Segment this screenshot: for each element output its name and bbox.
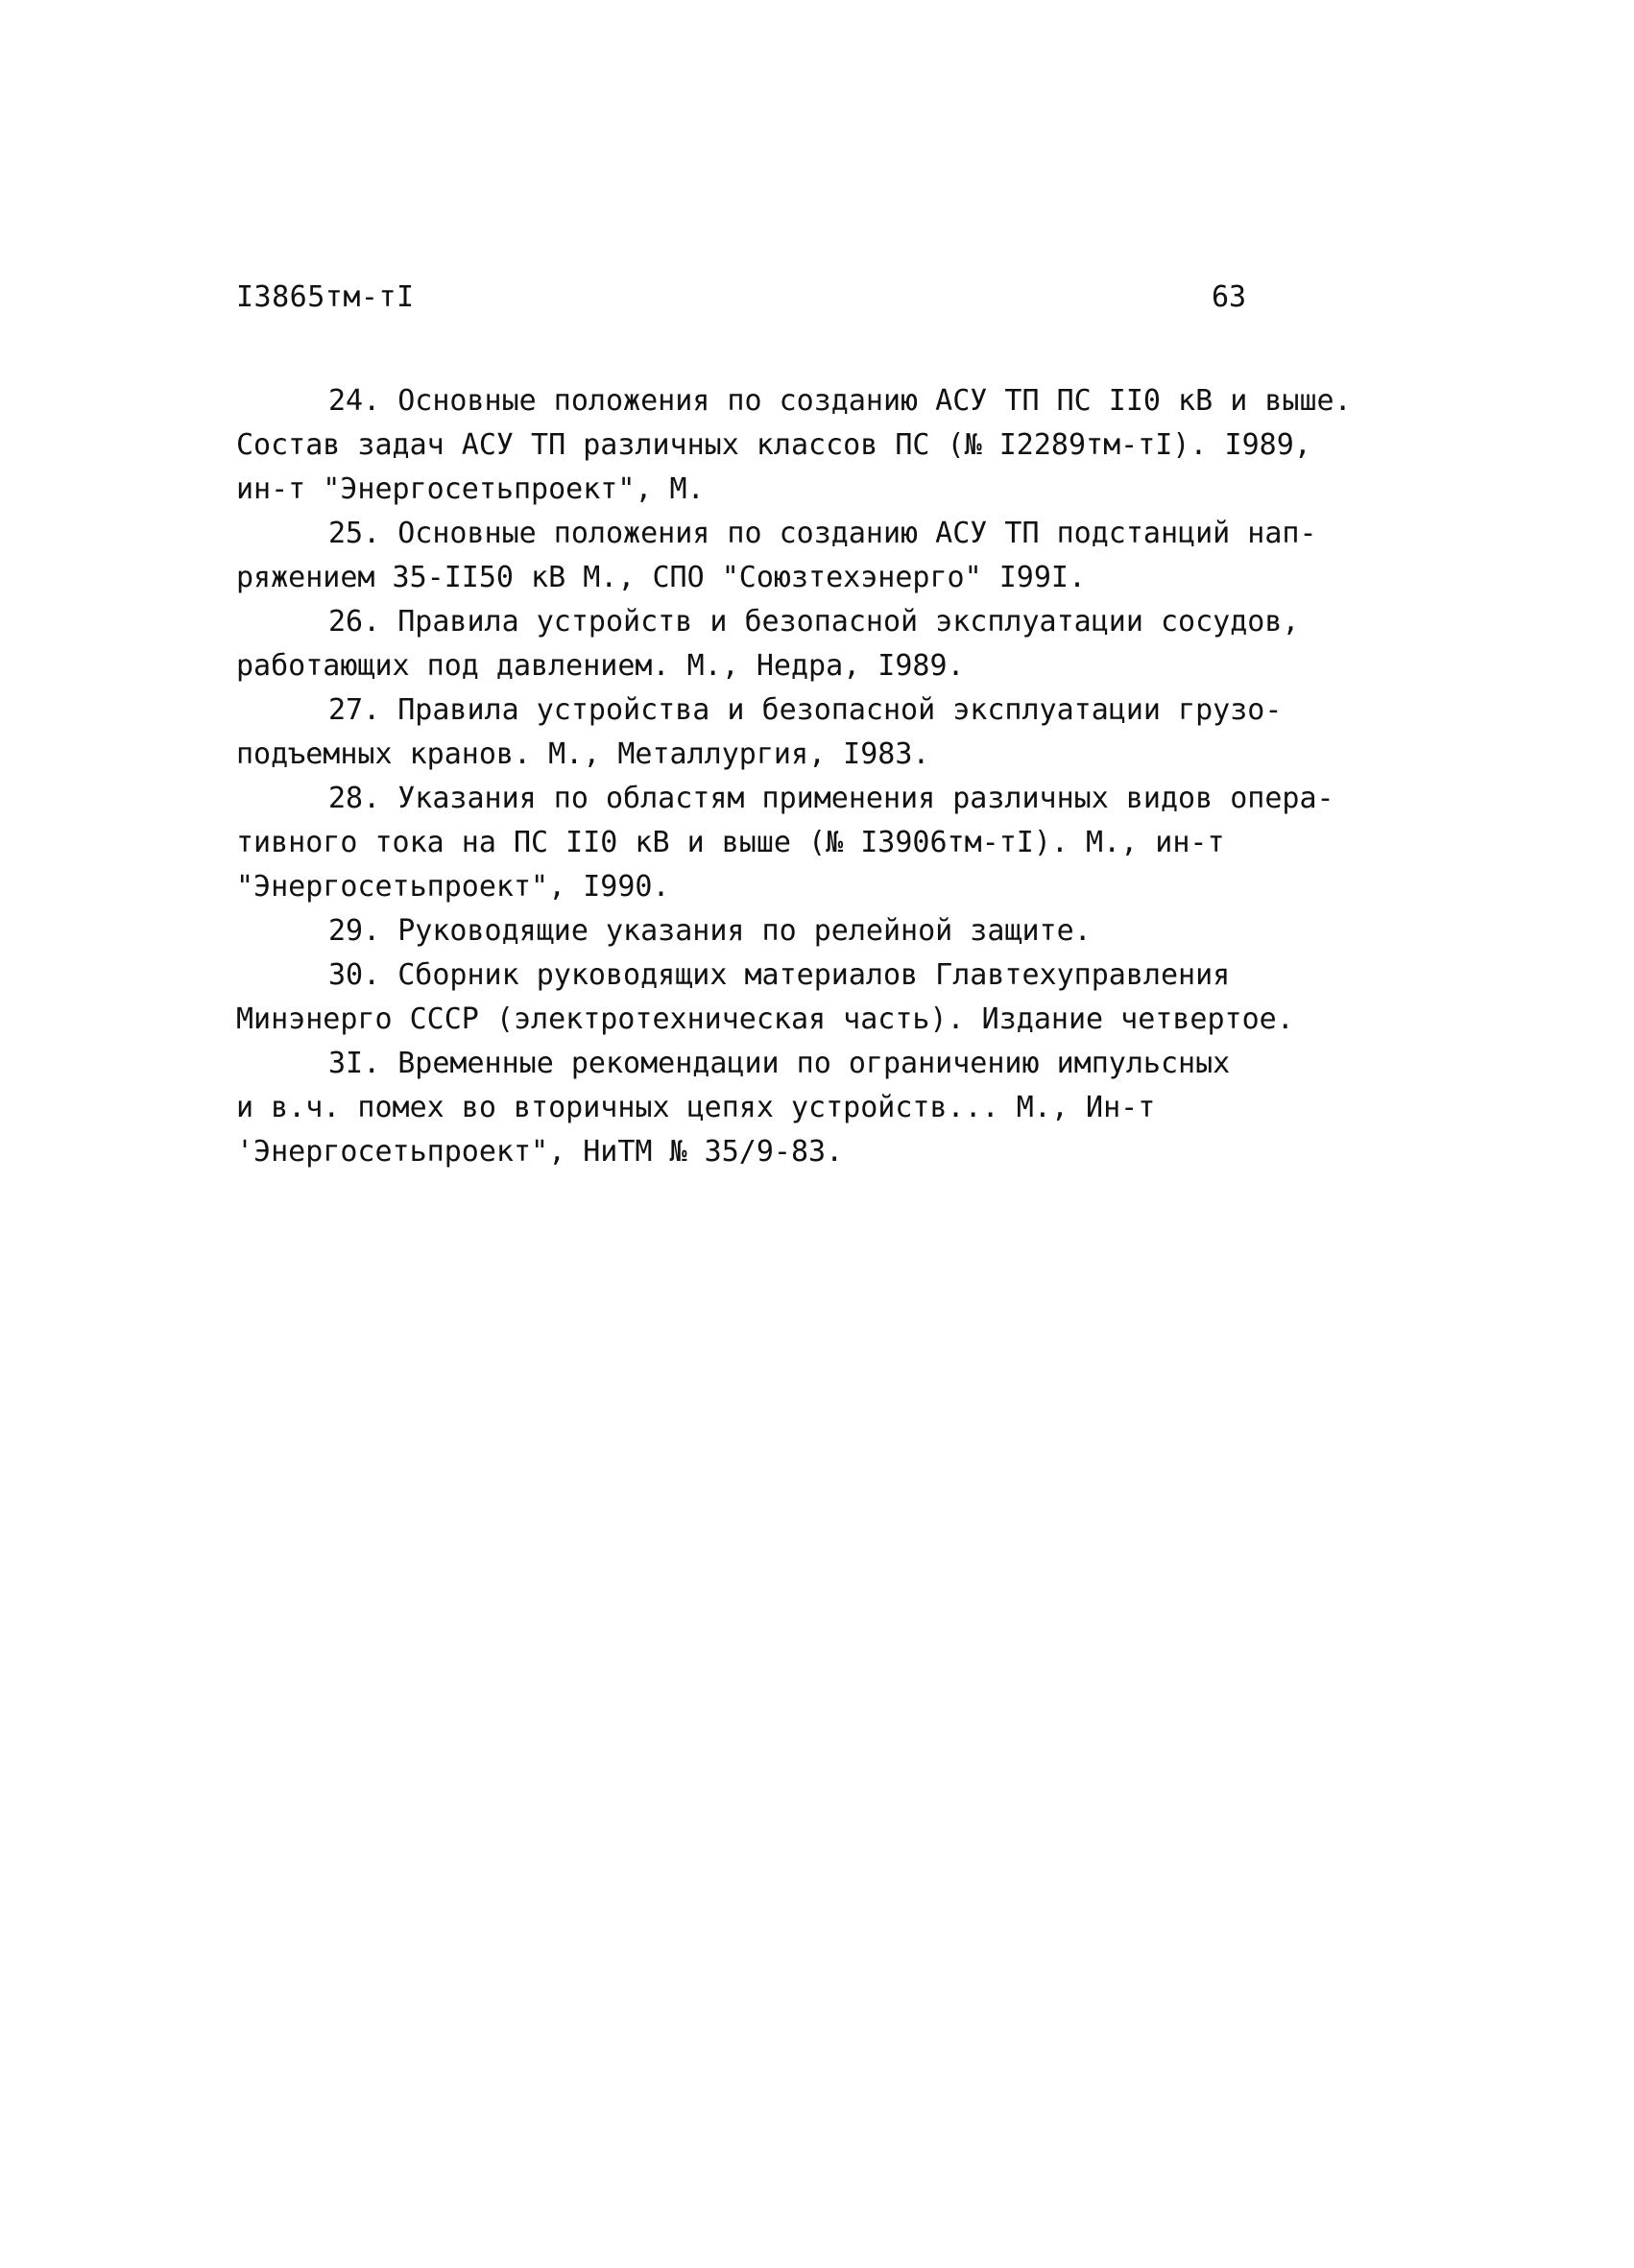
reference-line: Минэнерго СССР (электротехническая часть). Издание четвертое. [236,1002,1294,1036]
reference-item-25 [236,512,1398,600]
reference-line: и в.ч. помех во вторичных цепях устройств... М., Ин-т [236,1091,1156,1124]
reference-item-24 [236,379,1398,512]
reference-item-26 [236,600,1398,688]
reference-line: подъемных кранов. М., Металлургия, I983. [236,737,930,771]
reference-line: тивного тока на ПС II0 кВ и выше (№ I3906тм-тI). М., ин-т [236,826,1225,859]
reference-line: ин-т "Энергосетьпроект", М. [236,472,705,506]
reference-item-27 [236,688,1398,777]
reference-line: 27. Правила устройства и безопасной эксплуатации грузо- [328,693,1283,727]
reference-line: Состав задач АСУ ТП различных классов ПС (№ I2289тм-тI). I989, [236,428,1311,462]
reference-list [236,379,1398,1174]
reference-line: 29. Руководящие указания по релейной защите. [328,914,1092,948]
reference-line: 'Энергосетьпроект", НиТМ № 35/9-83. [236,1135,844,1169]
reference-item-29 [236,909,1398,953]
document-code: I3865тм-тI [236,280,415,314]
reference-line: 25. Основные положения по созданию АСУ ТП подстанций нап- [328,517,1317,550]
reference-line: 30. Сборник руководящих материалов Главтехуправления [328,958,1231,992]
reference-line: "Энергосетьпроект", I990. [236,870,670,904]
reference-line: 3I. Временные рекомендации по ограничению импульсных [328,1047,1231,1080]
page-number: 63 [1212,280,1247,314]
reference-line: работающих под давлением. М., Недра, I989. [236,649,965,683]
reference-item-28 [236,777,1398,909]
reference-line: 28. Указания по областям применения различных видов опера- [328,782,1334,815]
reference-item-31 [236,1042,1398,1174]
reference-line: 24. Основные положения по созданию АСУ ТП ПС II0 кВ и выше. [328,384,1352,418]
reference-item-30 [236,953,1398,1042]
reference-line: ряжением 35-II50 кВ М., СПО "Союзтехэнерго" I99I. [236,561,1087,594]
reference-line: 26. Правила устройств и безопасной эксплуатации сосудов, [328,605,1300,639]
